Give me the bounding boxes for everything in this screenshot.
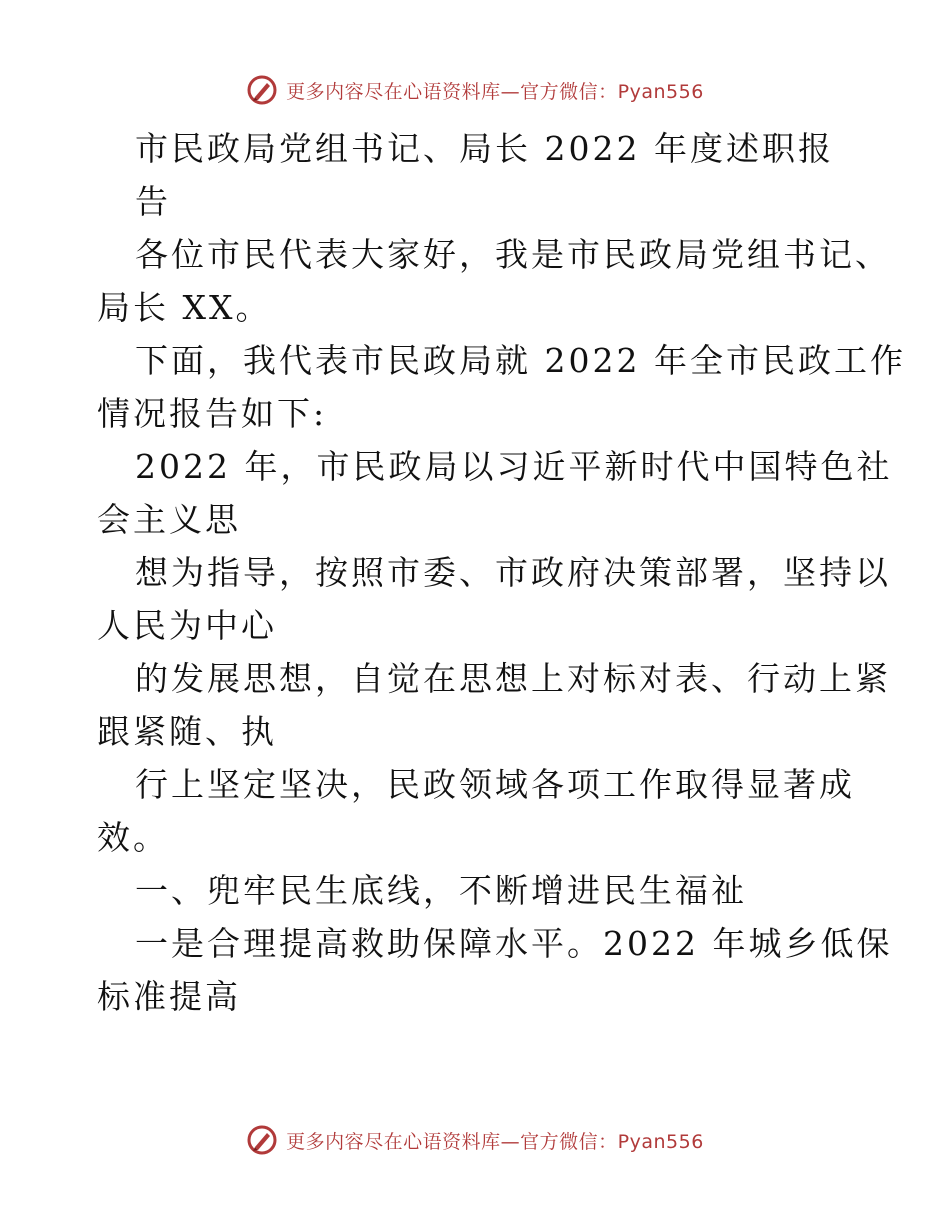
footer-banner-text: 更多内容尽在心语资料库—官方微信：Pyan556 — [286, 1130, 704, 1153]
text-line: 跟紧随、执 — [97, 712, 277, 751]
text-line: 2022 年，市民政局以习近平新时代中国特色社 — [135, 447, 893, 486]
text-line: 局长 XX。 — [97, 288, 272, 327]
text-line: 的发展思想，自觉在思想上对标对表、行动上紧 — [135, 659, 891, 698]
text-line: 情况报告如下: — [97, 394, 328, 433]
text-line: 行上坚定坚决，民政领域各项工作取得显著成 — [135, 765, 855, 804]
text-line: 告 — [135, 182, 171, 221]
header-banner-text: 更多内容尽在心语资料库—官方微信：Pyan556 — [286, 80, 704, 103]
footer-banner — [0, 1120, 950, 1160]
text-line: 会主义思 — [97, 500, 241, 539]
text-line: 一、兜牢民生底线，不断增进民生福祉 — [135, 871, 747, 910]
text-line: 想为指导，按照市委、市政府决策部署，坚持以 — [135, 553, 891, 592]
text-line: 人民为中心 — [97, 606, 277, 645]
text-line: 效。 — [97, 818, 169, 857]
document-body — [97, 122, 906, 1023]
text-line: 各位市民代表大家好，我是市民政局党组书记、 — [135, 235, 891, 274]
text-line: 下面，我代表市民政局就 2022 年全市民政工作 — [135, 341, 906, 380]
pen-logo-icon — [246, 74, 278, 106]
text-line: 一是合理提高救助保障水平。2022 年城乡低保 — [135, 924, 893, 963]
header-banner — [0, 70, 950, 110]
text-line: 标准提高 — [97, 977, 241, 1016]
text-line: 市民政局党组书记、局长 2022 年度述职报 — [135, 129, 834, 168]
pen-logo-icon — [246, 1124, 278, 1156]
